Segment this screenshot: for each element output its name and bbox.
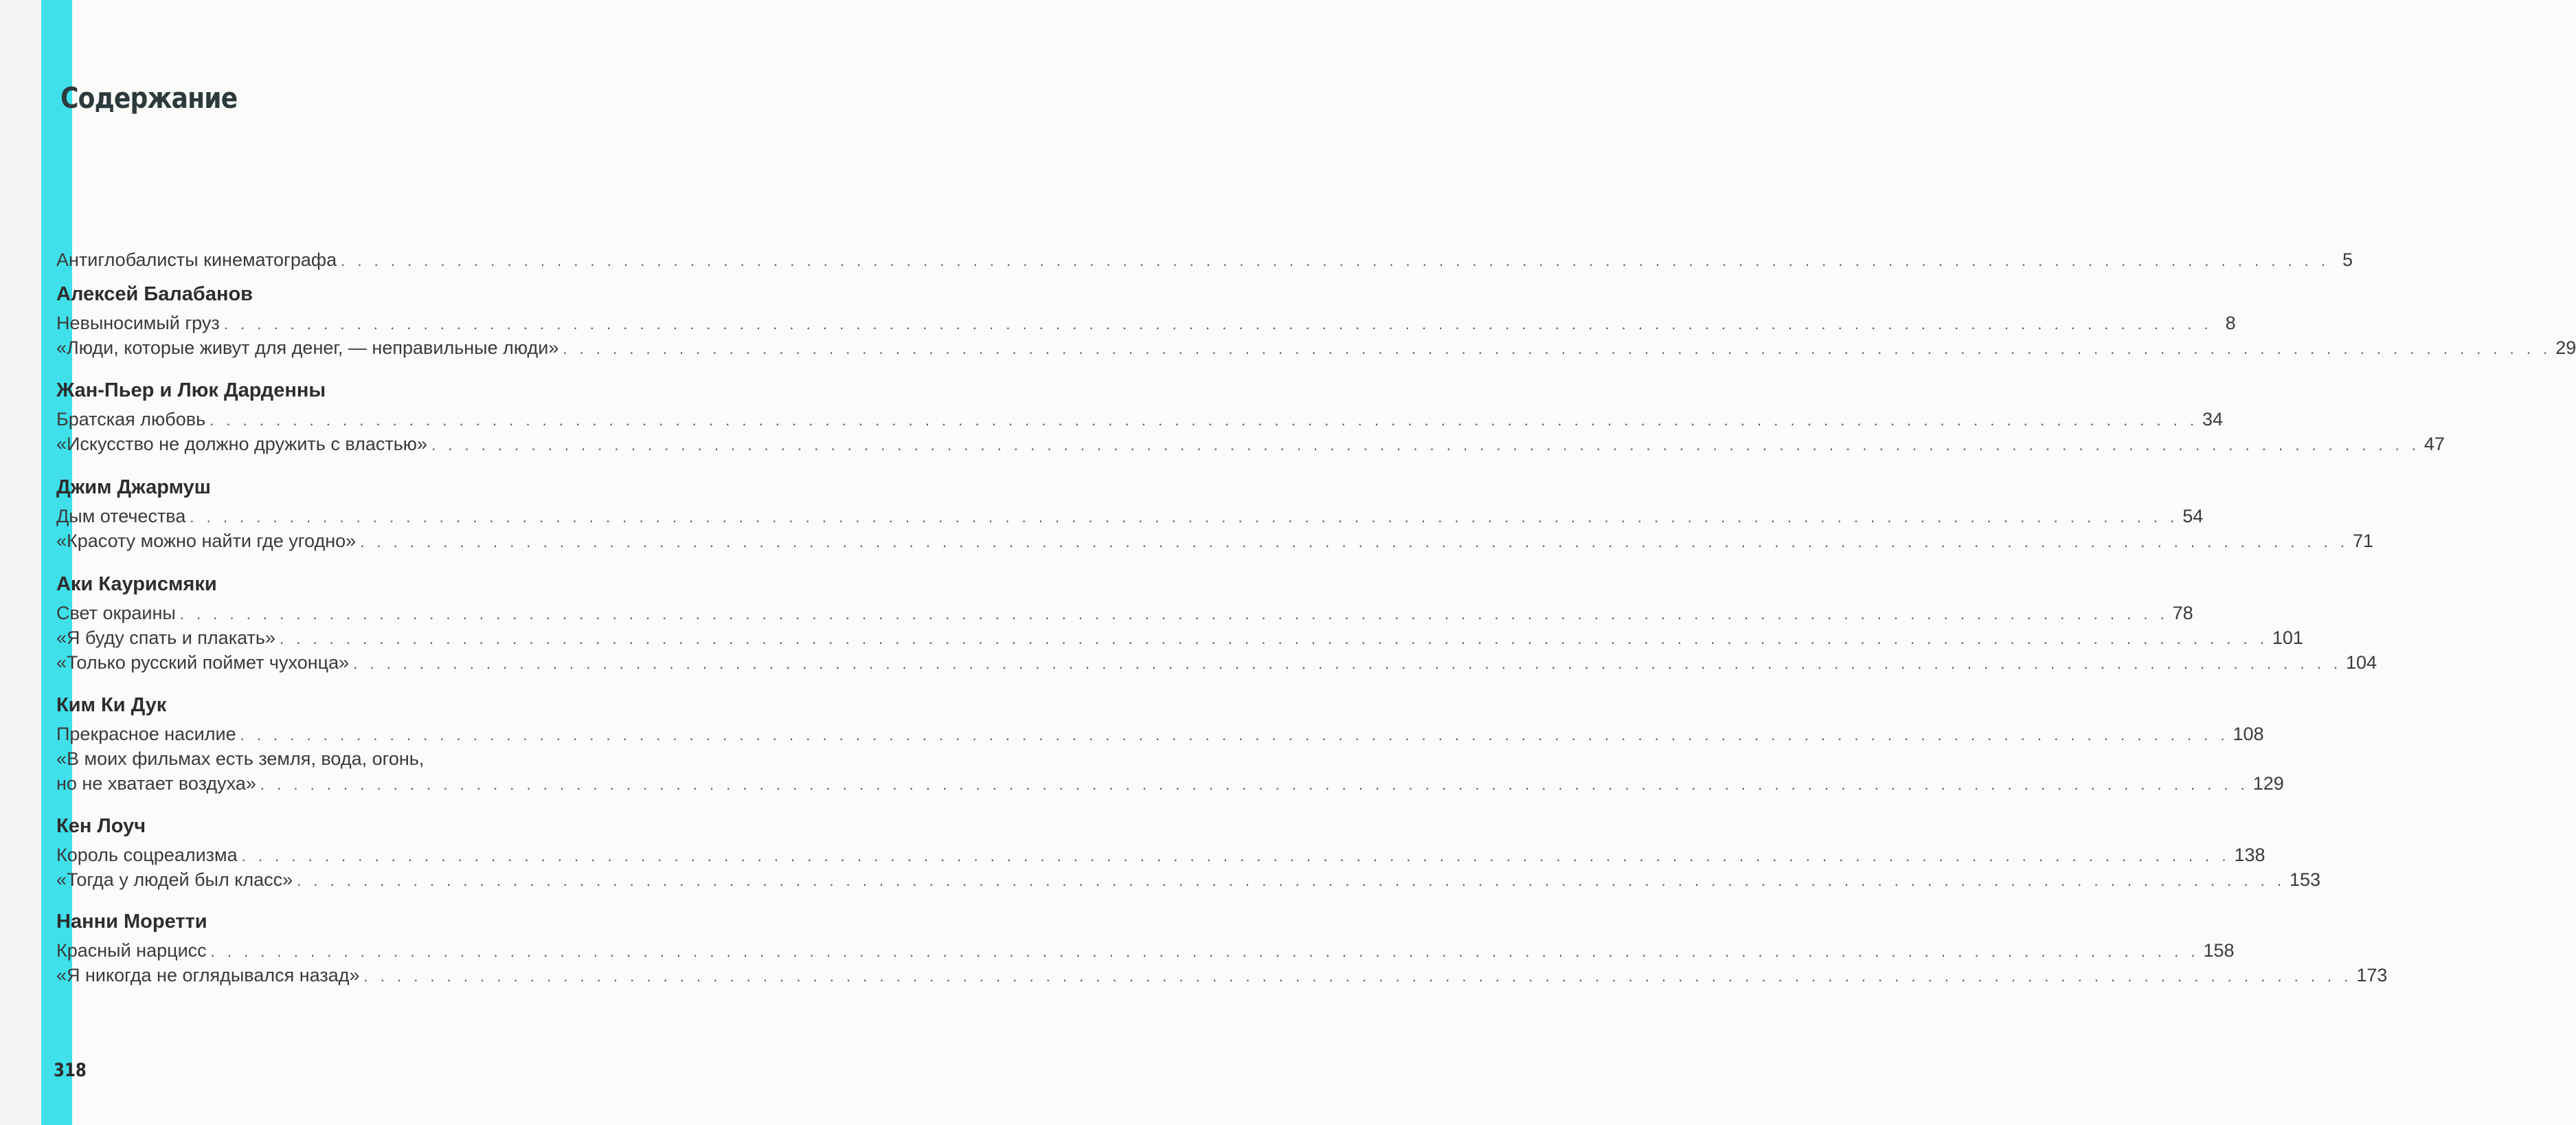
entry-title-line1: «В моих фильмах есть земля, вода, огонь,: [56, 748, 425, 769]
dot-leader: . . . . . . . . . . . . . . . . . . . . . . . . . . . . . . . . . . . . . . . . . . . . . . . . . . . . . . . . . . . . . . . . . . . . . . . . . . . . . . . . . . . . . . . . . . . . . . . . . . . . . . . . . . . . . . . . . . . . . . . .: [279, 630, 2268, 647]
toc-entry: [56, 771, 2284, 796]
entry-page-number: 158: [2203, 940, 2235, 961]
toc-page: [55, 0, 2576, 1125]
toc-entry: [56, 963, 2388, 988]
dot-leader: . . . . . . . . . . . . . . . . . . . . . . . . . . . . . . . . . . . . . . . . . . . . . . . . . . . . . . . . . . . . . . . . . . . . . . . . . . . . . . . . . . . . . . . . . . . . . . . . . . . . . . . . . . . . . . . . . . . . . . . .: [179, 605, 2169, 623]
entry-page-number: 173: [2356, 965, 2388, 985]
author-heading: Жан-Пьер и Люк Дарденны: [56, 379, 326, 401]
dot-leader: . . . . . . . . . . . . . . . . . . . . . . . . . . . . . . . . . . . . . . . . . . . . . . . . . . . . . . . . . . . . . . . . . . . . . . . . . . . . . . . . . . . . . . . . . . . . . . . . . . . . . . . . . . . . . . . . . . . . . . . .: [260, 776, 2249, 793]
author-heading: Аки Каурисмяки: [56, 573, 217, 595]
dot-leader: . . . . . . . . . . . . . . . . . . . . . . . . . . . . . . . . . . . . . . . . . . . . . . . . . . . . . . . . . . . . . . . . . . . . . . . . . . . . . . . . . . . . . . . . . . . . . . . . . . . . . . . . . . . . . . . . . . . . . . . .: [210, 943, 2200, 960]
toc-entry: [56, 504, 2204, 528]
dot-leader: . . . . . . . . . . . . . . . . . . . . . . . . . . . . . . . . . . . . . . . . . . . . . . . . . . . . . . . . . . . . . . . . . . . . . . . . . . . . . . . . . . . . . . . . . . . . . . . . . . . . . . . . . . . . . . . . . . . . . . . .: [363, 968, 2353, 985]
entry-page-number: 138: [2234, 845, 2266, 865]
entry-title: Свет окраины: [56, 603, 176, 623]
toc-entry: [56, 311, 2236, 335]
entry-page-number: 8: [2225, 313, 2236, 333]
author-heading: Кен Лоуч: [56, 815, 146, 837]
entry-page-number: 78: [2172, 603, 2193, 623]
author-heading: Алексей Балабанов: [56, 283, 253, 305]
entry-page-number: 71: [2353, 531, 2374, 551]
toc-entry: [56, 938, 2235, 963]
entry-title: «Люди, которые живут для денег, — неправильные люди»: [56, 337, 559, 358]
entry-page-number: 104: [2345, 652, 2377, 673]
entry-page-number: 47: [2424, 434, 2445, 454]
dot-leader: . . . . . . . . . . . . . . . . . . . . . . . . . . . . . . . . . . . . . . . . . . . . . . . . . . . . . . . . . . . . . . . . . . . . . . . . . . . . . . . . . . . . . . . . . . . . . . . . . . . . . . . . . . . . . . . . . . . . . . . .: [563, 340, 2552, 357]
dot-leader: . . . . . . . . . . . . . . . . . . . . . . . . . . . . . . . . . . . . . . . . . . . . . . . . . . . . . . . . . . . . . . . . . . . . . . . . . . . . . . . . . . . . . . . . . . . . . . . . . . . . . . . . . . . . . . . . . . . . . . . .: [353, 655, 2342, 672]
entry-title: Братская любовь: [56, 409, 206, 430]
dot-leader: . . . . . . . . . . . . . . . . . . . . . . . . . . . . . . . . . . . . . . . . . . . . . . . . . . . . . . . . . . . . . . . . . . . . . . . . . . . . . . . . . . . . . . . . . . . . . . . . . . . . . . . . . . . . . . . . . . . . . . . .: [360, 533, 2349, 550]
entry-title: «Я никогда не оглядывался назад»: [56, 965, 360, 985]
dot-leader: . . . . . . . . . . . . . . . . . . . . . . . . . . . . . . . . . . . . . . . . . . . . . . . . . . . . . . . . . . . . . . . . . . . . . . . . . . . . . . . . . . . . . . . . . . . . . . . . . . . . . . . . . . . . . . . . . . . . . . . .: [297, 872, 2285, 889]
entry-title: Красный нарцисс: [56, 940, 207, 961]
toc-entry: [56, 407, 2224, 432]
toc-entry: [56, 650, 2377, 675]
entry-title: «Искусство не должно дружить с властью»: [56, 434, 428, 454]
entry-title: но не хватает воздуха»: [56, 773, 256, 794]
dot-leader: . . . . . . . . . . . . . . . . . . . . . . . . . . . . . . . . . . . . . . . . . . . . . . . . . . . . . . . . . . . . . . . . . . . . . . . . . . . . . . . . . . . . . . . . . . . . . . . . . . . . . . . . . . . . . . . . . . . . . . . .: [341, 252, 2330, 269]
entry-page-number: 5: [2342, 249, 2353, 270]
entry-page-number: 29: [2555, 337, 2576, 358]
dot-leader: . . . . . . . . . . . . . . . . . . . . . . . . . . . . . . . . . . . . . . . . . . . . . . . . . . . . . . . . . . . . . . . . . . . . . . . . . . . . . . . . . . . . . . . . . . . . . . . . . . . . . . . . . . . . . . . . . . . . . . . .: [431, 436, 2420, 454]
toc-entry: [56, 722, 2264, 746]
toc-entry: [56, 867, 2321, 892]
author-heading: Джим Джармуш: [56, 476, 211, 498]
toc-entry: [56, 625, 2303, 650]
entry-page-number: 153: [2289, 869, 2321, 890]
entry-page-number: 129: [2252, 773, 2284, 794]
entry-title: «Только русский поймет чухонца»: [56, 652, 350, 673]
toc-entry-intro: [56, 247, 2353, 272]
entry-title: Антиглобалисты кинематографа: [56, 249, 337, 270]
entry-page-number: 54: [2182, 506, 2204, 526]
dot-leader: . . . . . . . . . . . . . . . . . . . . . . . . . . . . . . . . . . . . . . . . . . . . . . . . . . . . . . . . . . . . . . . . . . . . . . . . . . . . . . . . . . . . . . . . . . . . . . . . . . . . . . . . . . . . . . . . . . . . . . . .: [240, 726, 2229, 744]
page-number: 318: [54, 1060, 87, 1081]
toc-entry: [56, 843, 2266, 867]
entry-title: «Я буду спать и плакать»: [56, 627, 275, 648]
entry-page-number: 108: [2233, 724, 2264, 744]
entry-page-number: 34: [2202, 409, 2224, 430]
entry-title: Дым отечества: [56, 506, 186, 526]
entry-title: Король соцреализма: [56, 845, 238, 865]
dot-leader: . . . . . . . . . . . . . . . . . . . . . . . . . . . . . . . . . . . . . . . . . . . . . . . . . . . . . . . . . . . . . . . . . . . . . . . . . . . . . . . . . . . . . . . . . . . . . . . . . . . . . . . . . . . . . . . . . . . . . . . .: [223, 315, 2213, 333]
dot-leader: . . . . . . . . . . . . . . . . . . . . . . . . . . . . . . . . . . . . . . . . . . . . . . . . . . . . . . . . . . . . . . . . . . . . . . . . . . . . . . . . . . . . . . . . . . . . . . . . . . . . . . . . . . . . . . . . . . . . . . . .: [241, 847, 2230, 865]
entry-page-number: 101: [2272, 627, 2303, 648]
toc-entry: [56, 432, 2445, 456]
entry-title: «Красоту можно найти где угодно»: [56, 531, 357, 551]
dot-leader: . . . . . . . . . . . . . . . . . . . . . . . . . . . . . . . . . . . . . . . . . . . . . . . . . . . . . . . . . . . . . . . . . . . . . . . . . . . . . . . . . . . . . . . . . . . . . . . . . . . . . . . . . . . . . . . . . . . . . . . .: [190, 509, 2179, 526]
toc-entry: [56, 601, 2193, 625]
page-title: Содержание: [60, 81, 238, 115]
dot-leader: . . . . . . . . . . . . . . . . . . . . . . . . . . . . . . . . . . . . . . . . . . . . . . . . . . . . . . . . . . . . . . . . . . . . . . . . . . . . . . . . . . . . . . . . . . . . . . . . . . . . . . . . . . . . . . . . . . . . . . . .: [210, 412, 2199, 429]
entry-title: «Тогда у людей был класс»: [56, 869, 293, 890]
entry-title: Невыносимый груз: [56, 313, 220, 333]
author-heading: Нанни Моретти: [56, 911, 207, 933]
entry-title: Прекрасное насилие: [56, 724, 236, 744]
toc-entry: [56, 528, 2374, 553]
author-heading: Ким Ки Дук: [56, 694, 167, 716]
toc-entry: [56, 335, 2576, 360]
